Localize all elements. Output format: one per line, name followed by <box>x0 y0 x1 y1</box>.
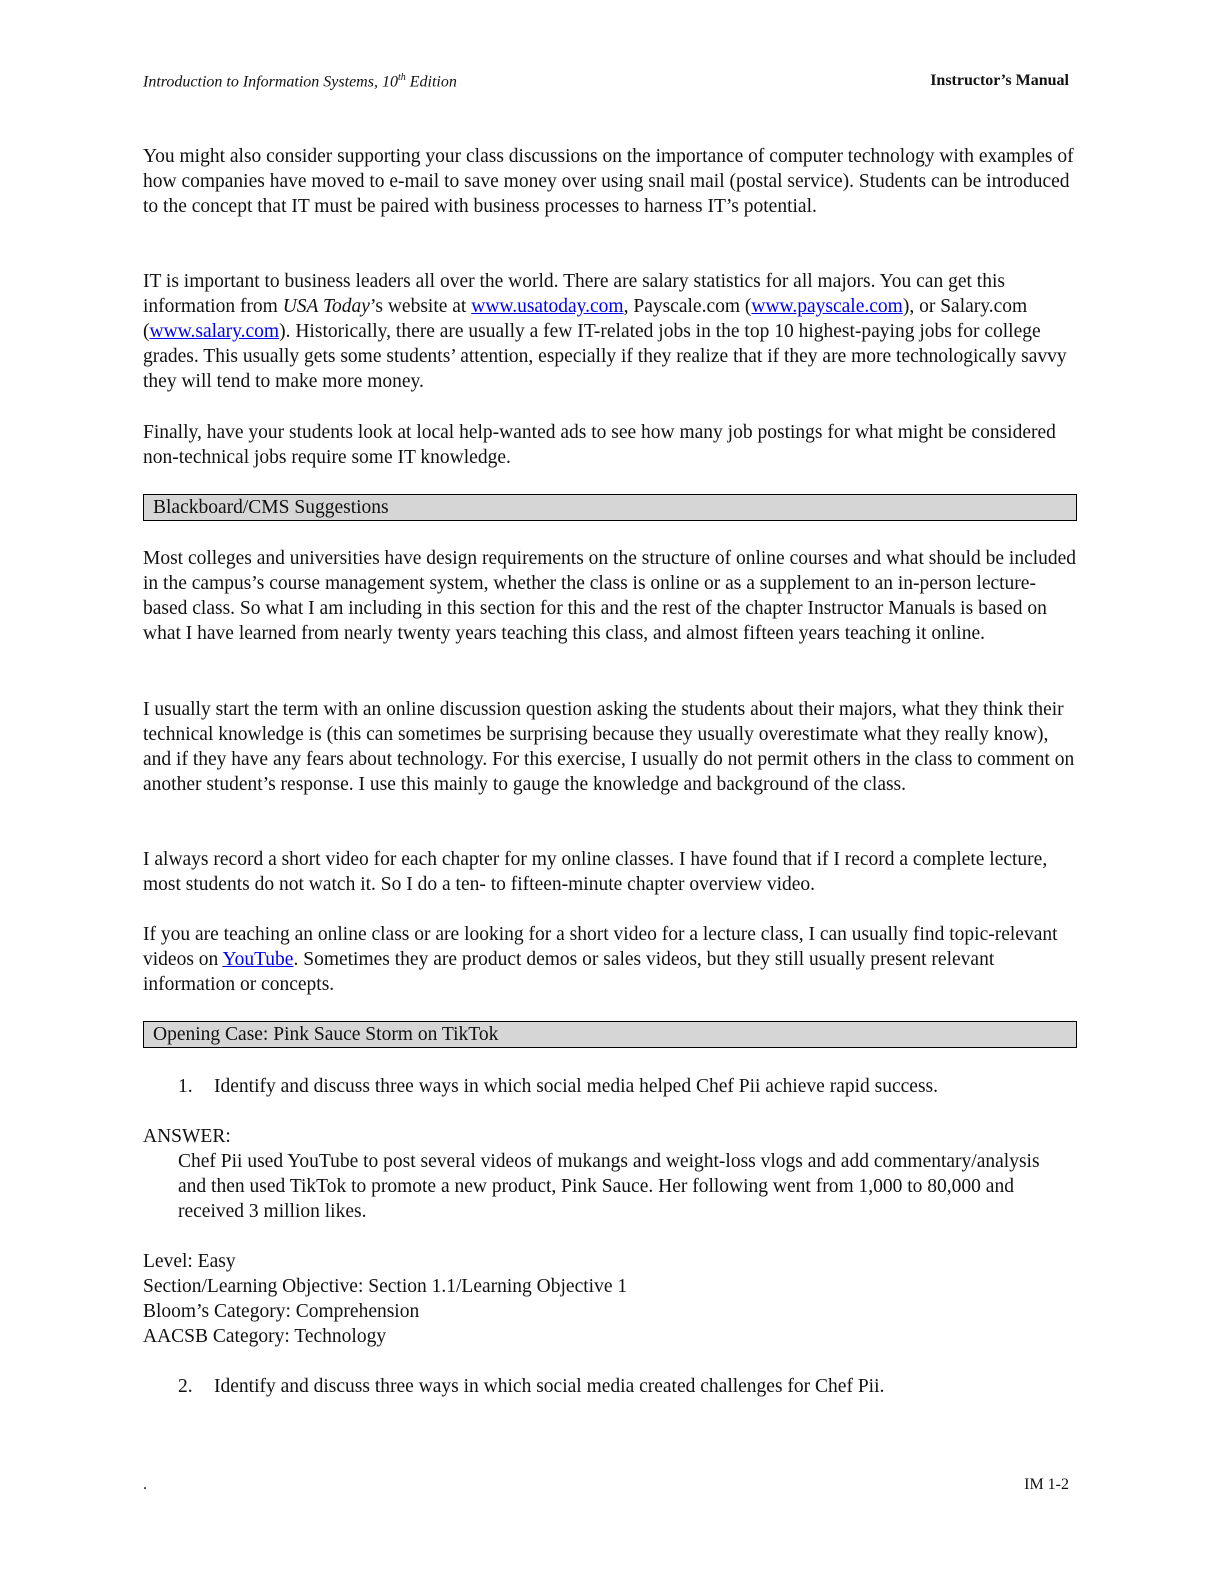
question-2-number: 2. <box>178 1376 193 1397</box>
header-title-sup: th <box>397 72 406 83</box>
text-span: , Payscale.com ( <box>623 296 752 317</box>
usatoday-link[interactable]: www.usatoday.com <box>471 296 624 317</box>
question-2 <box>178 1374 884 1399</box>
header-title-text: Introduction to Information Systems, 10 <box>143 73 398 91</box>
payscale-link[interactable]: www.payscale.com <box>751 296 903 317</box>
text-span: If you are teaching an online class or are looking for a short video for a lecture class, I can usually find topic-relevant videos on <box>143 924 1058 970</box>
meta-level: Level: Easy <box>143 1251 236 1272</box>
text-span: ), or Salary.com ( <box>143 296 1028 342</box>
question-1-number: 1. <box>178 1076 193 1097</box>
text-span: . Sometimes they are product demos or sales videos, but they still usually present relevant information or concepts. <box>143 949 995 995</box>
youtube-link[interactable]: YouTube <box>222 949 294 970</box>
text-span: IT is important to business leaders all over the world. There are salary statistics for all majors. You can get this information from <box>143 271 1005 317</box>
running-header-manual: Instructor’s Manual <box>930 72 1069 89</box>
answer-label: ANSWER: <box>143 1126 231 1147</box>
meta-aacsb-category: AACSB Category: Technology <box>143 1326 387 1347</box>
footer-left-mark: . <box>143 1476 147 1493</box>
paragraph-salary-statistics <box>143 269 1078 394</box>
paragraph-technology-discussion: You might also consider supporting your class discussions on the importance of computer technology with examples of how companies have moved to e-mail to save money over using snail mail (postal service). Students can be introduced to the concept that IT must be paired with business processes to harness IT’s potential. <box>143 146 1074 217</box>
question-1 <box>178 1074 938 1099</box>
paragraph-youtube-videos <box>143 922 1078 997</box>
section-heading-blackboard: Blackboard/CMS Suggestions <box>143 494 1077 521</box>
salary-link[interactable]: www.salary.com <box>149 321 280 342</box>
meta-bloom-category: Bloom’s Category: Comprehension <box>143 1301 420 1322</box>
footer-page-number: IM 1-2 <box>1024 1476 1069 1493</box>
text-span: ). Historically, there are usually a few IT-related jobs in the top 10 highest-paying jobs for college grades. This usually gets some students’ attention, especially if they realize that if they are more technologically savvy they will tend to make more money. <box>143 321 1067 392</box>
usa-today-italic: USA Today <box>282 296 370 317</box>
answer-text: Chef Pii used YouTube to post several videos of mukangs and weight-loss vlogs and add commentary/analysis and then used TikTok to promote a new product, Pink Sauce. Her following went from 1,000 to 80,000 and received 3 million likes. <box>178 1151 1040 1222</box>
paragraph-help-wanted: Finally, have your students look at local help-wanted ads to see how many job postings for what might be considered non-technical jobs require some IT knowledge. <box>143 422 1056 468</box>
section-heading-opening-case: Opening Case: Pink Sauce Storm on TikTok <box>143 1021 1077 1048</box>
paragraph-video-recording: I always record a short video for each chapter for my online classes. I have found that if I record a complete lecture, most students do not watch it. So I do a ten- to fifteen-minute chapter overview video. <box>143 849 1048 895</box>
header-title-suffix: Edition <box>405 73 457 91</box>
text-span: ’s website at <box>369 296 472 317</box>
paragraph-cms-requirements: Most colleges and universities have design requirements on the structure of online courses and what should be included in the campus’s course management system, whether the class is online or as a supplement to an in-person lecture-based class. So what I am including in this section for this and the rest of the chapter Instructor Manuals is based on what I have learned from nearly twenty years teaching this class, and almost fifteen years teaching it online. <box>143 548 1077 644</box>
meta-learning-objective: Section/Learning Objective: Section 1.1/Learning Objective 1 <box>143 1276 628 1297</box>
question-2-text: Identify and discuss three ways in which social media created challenges for Chef Pii. <box>214 1376 885 1397</box>
question-1-text: Identify and discuss three ways in which social media helped Chef Pii achieve rapid success. <box>214 1076 938 1097</box>
paragraph-discussion-question: I usually start the term with an online discussion question asking the students about their majors, what they think their technical knowledge is (this can sometimes be surprising because they usually overestimate what they really know), and if they have any fears about technology. For this exercise, I usually do not permit others in the class to comment on another student’s response. I use this mainly to gauge the knowledge and background of the class. <box>143 699 1075 795</box>
running-header-title <box>143 72 457 91</box>
